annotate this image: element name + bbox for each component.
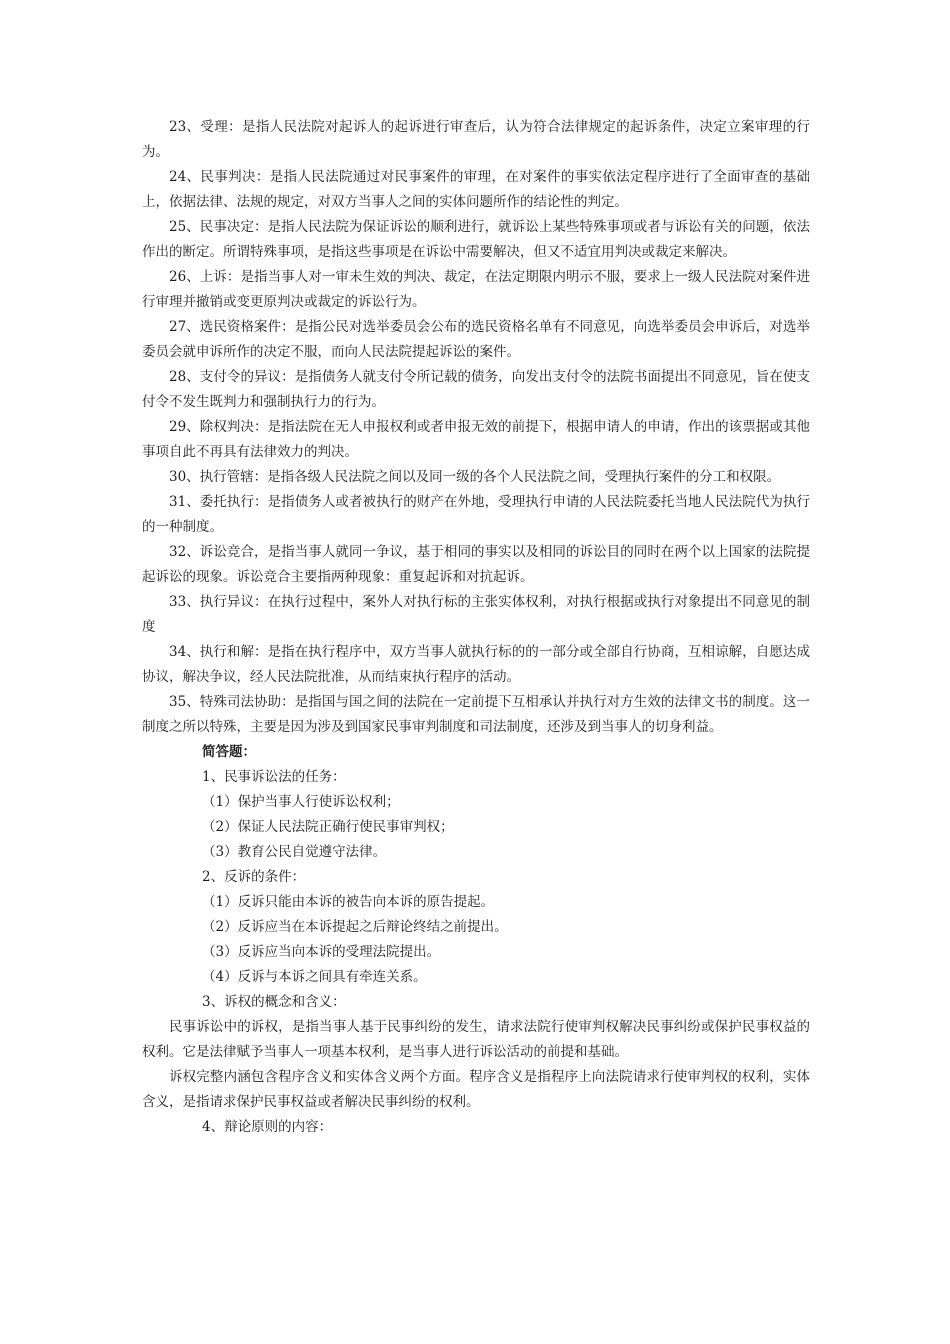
term-26: 26、上诉：是指当事人对一审未生效的判决、裁定，在法定期限内明示不服，要求上一级人民法院对案件进行审理并撤销或变更原判决或裁定的诉讼行为。 <box>142 269 810 310</box>
term-34: 34、执行和解：是指在执行程序中，双方当事人就执行标的的一部分或全部自行协商，互相谅解，自愿达成协议，解决争议，经人民法院批准，从而结束执行程序的活动。 <box>142 644 810 685</box>
term-35: 35、特殊司法协助：是指国与国之间的法院在一定前提下互相承认并执行对方生效的法律文书的制度。这一制度之所以特殊，主要是因为涉及到国家民事审判制度和司法制度，还涉及到当事人的切身利益。 <box>142 694 810 735</box>
question-2-item: （4）反诉与本诉之间具有牵连关系。 <box>202 969 427 985</box>
question-1-title: 1、民事诉讼法的任务： <box>202 769 346 785</box>
term-31: 31、委托执行：是指债务人或者被执行的财产在外地，受理执行申请的人民法院委托当地人民法院代为执行的一种制度。 <box>142 494 810 535</box>
term-28: 28、支付令的异议：是指债务人就支付令所记载的债务，向发出支付令的法院书面提出不同意见，旨在使支付令不发生既判力和强制执行力的行为。 <box>142 369 810 410</box>
term-24: 24、民事判决：是指人民法院通过对民事案件的审理，在对案件的事实依法定程序进行了全面审查的基础上，依据法律、法规的规定，对双方当事人之间的实体问题所作的结论性的判定。 <box>142 169 810 210</box>
question-3-paragraph: 诉权完整内涵包含程序含义和实体含义两个方面。程序含义是指程序上向法院请求行使审判权的权利，实体含义，是指请求保护民事权益或者解决民事纠纷的权利。 <box>142 1069 810 1110</box>
question-2-item: （3）反诉应当向本诉的受理法院提出。 <box>202 944 441 960</box>
short-answer-heading: 简答题： <box>202 744 256 760</box>
question-2-item: （2）反诉应当在本诉提起之后辩论终结之前提出。 <box>202 919 508 935</box>
question-1-item: （3）教育公民自觉遵守法律。 <box>202 844 387 860</box>
question-1-item: （2）保证人民法院正确行使民事审判权； <box>202 819 454 835</box>
term-29: 29、除权判决：是指法院在无人申报权利或者申报无效的前提下，根据申请人的申请，作出的该票据或其他事项自此不再具有法律效力的判决。 <box>142 419 810 460</box>
term-30: 30、执行管辖：是指各级人民法院之间以及同一级的各个人民法院之间，受理执行案件的分工和权限。 <box>169 469 781 485</box>
term-25: 25、民事决定：是指人民法院为保证诉讼的顺利进行，就诉讼上某些特殊事项或者与诉讼有关的问题，依法作出的断定。所谓特殊事项，是指这些事项是在诉讼中需要解决，但又不适宜用判决或裁定来解决。 <box>142 219 810 260</box>
question-3-title: 3、诉权的概念和含义： <box>202 994 346 1010</box>
term-33: 33、执行异议：在执行过程中，案外人对执行标的主张实体权利，对执行根据或执行对象提出不同意见的制度 <box>142 594 810 635</box>
term-23: 23、受理：是指人民法院对起诉人的起诉进行审查后，认为符合法律规定的起诉条件，决定立案审理的行为。 <box>142 119 810 160</box>
document-page <box>142 115 810 1140</box>
question-4-title: 4、辩论原则的内容： <box>202 1119 333 1135</box>
question-3-paragraph: 民事诉讼中的诉权，是指当事人基于民事纠纷的发生，请求法院行使审判权解决民事纠纷或保护民事权益的权利。它是法律赋予当事人一项基本权利，是当事人进行诉讼活动的前提和基础。 <box>142 1019 810 1060</box>
term-32: 32、诉讼竞合，是指当事人就同一争议，基于相同的事实以及相同的诉讼目的同时在两个以上国家的法院提起诉讼的现象。诉讼竞合主要指两种现象：重复起诉和对抗起诉。 <box>142 544 810 585</box>
term-27: 27、选民资格案件：是指公民对选举委员会公布的选民资格名单有不同意见，向选举委员会申诉后，对选举委员会就申诉所作的决定不服，而向人民法院提起诉讼的案件。 <box>142 319 810 360</box>
question-1-item: （1）保护当事人行使诉讼权利； <box>202 794 400 810</box>
question-2-item: （1）反诉只能由本诉的被告向本诉的原告提起。 <box>202 894 495 910</box>
question-2-title: 2、反诉的条件： <box>202 869 306 885</box>
